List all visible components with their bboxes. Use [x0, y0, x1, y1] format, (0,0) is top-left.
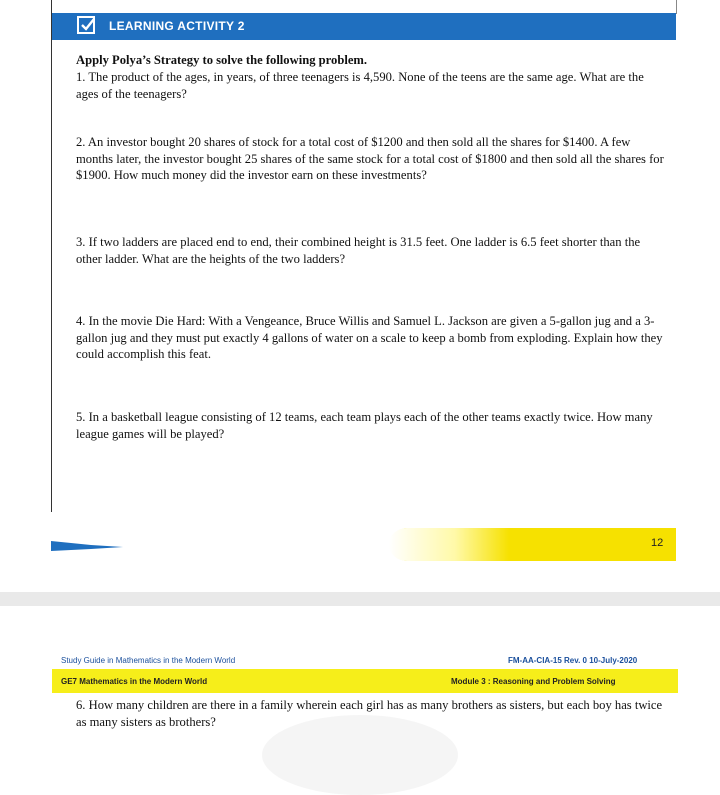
module-title: Module 3 : Reasoning and Problem Solving	[451, 677, 616, 686]
guide-title: Study Guide in Mathematics in the Modern World	[61, 656, 236, 665]
problem-text: 2. An investor bought 20 shares of stock for a total cost of $1200 and then sold all the shares for $1400. A few months later, the investor bought 25 shares of the same stock for a total cost of $1800 and then sold all the shares for $1900. How much money did the investor earn on these investments?	[76, 135, 664, 182]
checkbox-icon	[77, 16, 95, 34]
instruction-text: Apply Polya’s Strategy to solve the following problem.	[76, 53, 368, 67]
document-code: FM-AA-CIA-15 Rev. 0 10-July-2020	[508, 656, 638, 665]
activity-content	[76, 52, 668, 69]
problem-3	[76, 234, 668, 267]
problem-text: 4. In the movie Die Hard: With a Vengeance, Bruce Willis and Samuel L. Jackson are given a 5-gallon jug and a 3-gallon jug and they must put exactly 4 gallons of water on a scale to keep a bomb from exploding. Explain how they could accomplish this feat.	[76, 314, 663, 361]
page-gap	[0, 592, 720, 606]
problem-5	[76, 409, 668, 442]
problem-2	[76, 134, 668, 184]
problem-4	[76, 313, 668, 363]
problem-text: 3. If two ladders are placed end to end, their combined height is 31.5 feet. One ladder is 6.5 feet shorter than the other ladder. What are the heights of the two ladders?	[76, 235, 641, 266]
problem-text: 5. In a basketball league consisting of 12 teams, each team plays each of the other teams exactly twice. How many league games will be played?	[76, 410, 653, 441]
footer-blue-swoosh	[51, 541, 123, 551]
problem-6	[76, 697, 668, 730]
course-title: GE7 Mathematics in the Modern World	[61, 677, 208, 686]
problem-1	[76, 69, 668, 102]
activity-title: LEARNING ACTIVITY 2	[109, 19, 245, 33]
page-number: 12	[651, 537, 664, 549]
footer-yellow-fade	[389, 528, 509, 561]
problem-text: 1. The product of the ages, in years, of three teenagers is 4,590. None of the teens are the same age. What are the ages of the teenagers?	[76, 70, 644, 101]
page-left-border	[51, 0, 52, 512]
problem-text: 6. How many children are there in a family wherein each girl has as many brothers as sisters, but each boy has twice as many sisters as brothers?	[76, 698, 663, 729]
page-right-border	[676, 0, 677, 14]
